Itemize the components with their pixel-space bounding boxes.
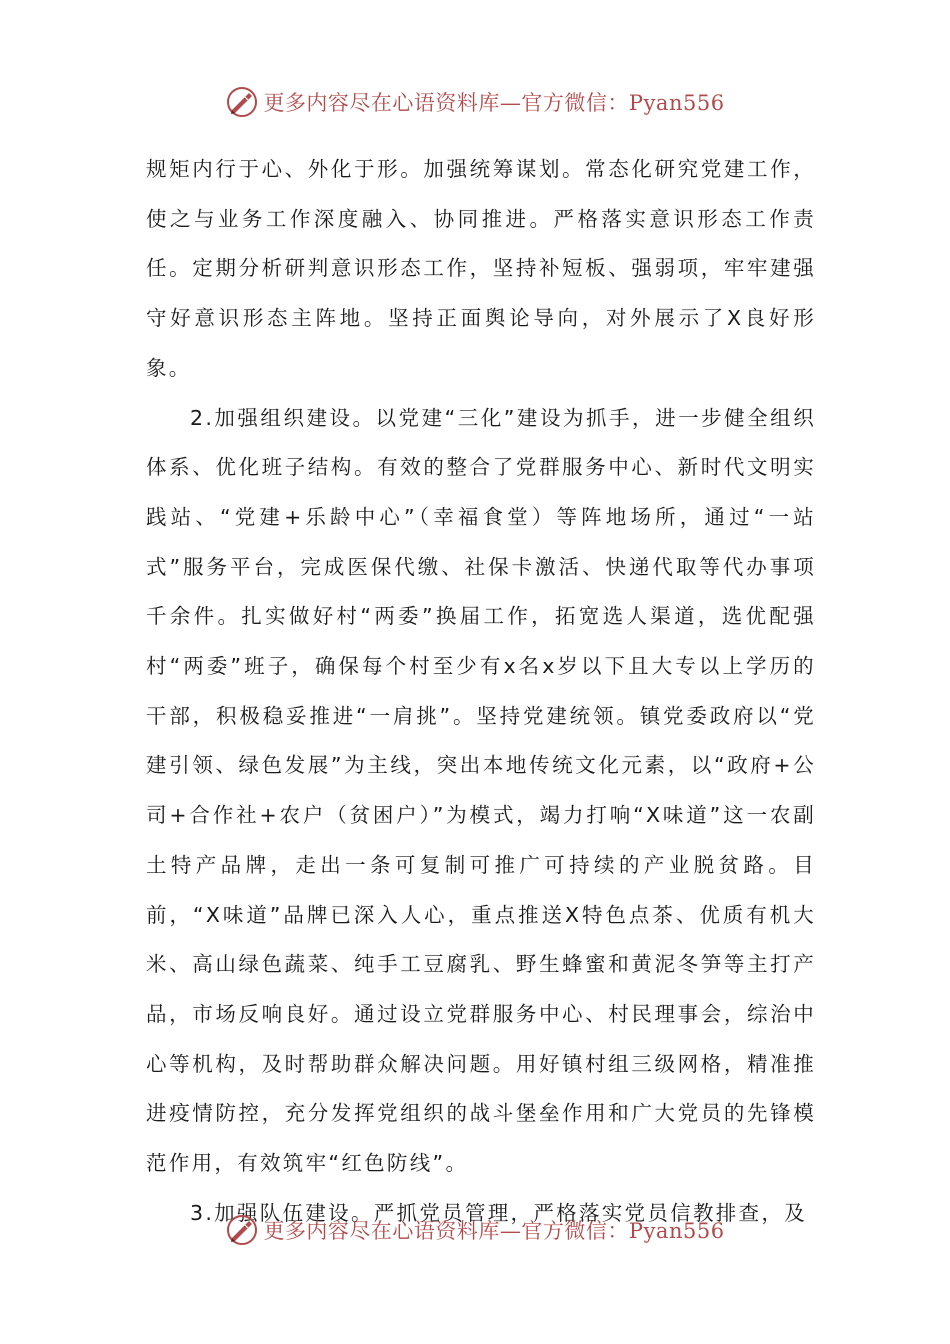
footer-watermark-banner [0, 1210, 950, 1250]
header-watermark-banner [0, 82, 950, 122]
paragraph-team-building: 3.加强队伍建设。严抓党员管理，严格落实党员信教排查，及 [190, 1200, 807, 1225]
document-body [146, 145, 816, 1238]
pen-logo-icon [225, 85, 259, 119]
watermark-text: 更多内容尽在心语资料库—官方微信：Pyan556 [263, 1219, 725, 1243]
paragraph-organization-building: 2.加强组织建设。以党建“三化”建设为抓手，进一步健全组织体系、优化班子结构。有效的整合了党群服务中心、新时代文明实践站、“党建+乐龄中心”（幸福食堂）等阵地场所，通过“一站式”服务平台，完成医保代缴、社保卡激活、快递代取等代办事项千余件。扎实做好村“两委”换届工作，拓宽选人渠道，选优配强村“两委”班子，确保每个村至少有x名x岁以下且大专以上学历的干部，积极稳妥推进“一肩挑”。坚持党建统领。镇党委政府以“党建引领、绿色发展”为主线，突出本地传统文化元素，以“政府+公司+合作社+农户（贫困户）”为模式，竭力打响“X味道”这一农副土特产品牌，走出一条可复制可推广可持续的产业脱贫路。目前，“X味道”品牌已深入人心，重点推送X特色点茶、优质有机大米、高山绿色蔬菜、纯手工豆腐乳、野生蜂蜜和黄泥冬笋等主打产品，市场反响良好。通过设立党群服务中心、村民理事会，综治中心等机构，及时帮助群众解决问题。用好镇村组三级网格，精准推进疫情防控，充分发挥党组织的战斗堡垒作用和广大党员的先锋模范作用，有效筑牢“红色防线”。 [146, 405, 816, 1176]
paragraph-continuation: 规矩内行于心、外化于形。加强统筹谋划。常态化研究党建工作，使之与业务工作深度融入、协同推进。严格落实意识形态工作责任。定期分析研判意识形态工作，坚持补短板、强弱项，牢牢建强守好意识形态主阵地。坚持正面舆论导向，对外展示了X良好形象。 [146, 157, 816, 380]
watermark-text: 更多内容尽在心语资料库—官方微信：Pyan556 [263, 91, 725, 115]
pen-logo-icon [225, 1213, 259, 1247]
